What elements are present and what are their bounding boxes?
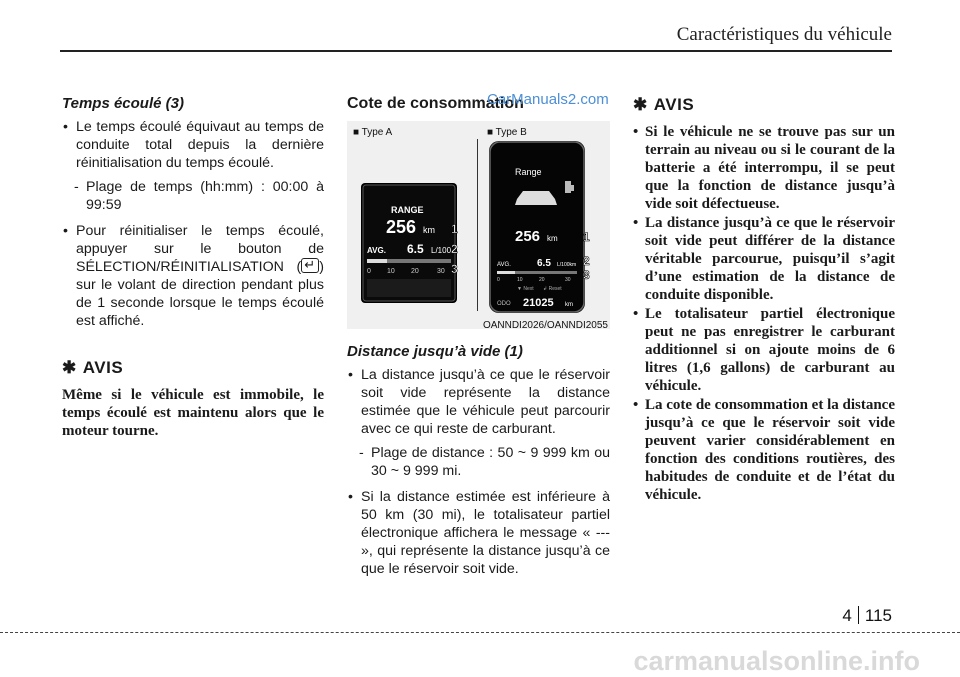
avis-bullet-2: • La distance jusqu’à ce que le réservoir soit vide peut différer de la distance véritable parcourue, puisqu’il s’agit d’une estimation de la distance de conduite disponible. bbox=[633, 214, 895, 304]
b-avg-unit: L/100km bbox=[557, 262, 577, 268]
chapter-number: 4 bbox=[842, 606, 852, 625]
a-tick-0: 0 bbox=[367, 268, 371, 275]
bullet-dte-definition: • La distance jusqu’à ce que le réservoir soit vide représente la distance estimée que le véhicule peut parcourir avec ce qui reste de carburant. bbox=[347, 366, 610, 438]
b-avg-label: AVG. bbox=[497, 262, 511, 268]
type-a-callouts bbox=[445, 221, 465, 281]
a-avg-label: AVG. bbox=[367, 246, 386, 255]
callout-1-b: 1 bbox=[583, 230, 590, 244]
page-number bbox=[842, 606, 892, 626]
bullet-dte-low: • Si la distance estimée est inférieure à 50 km (30 mi), le totalisateur partiel électronique affichera le message « --- », qui représente la distance jusqu’à ce que le réservoir soit vide. bbox=[347, 488, 610, 578]
column-middle bbox=[347, 91, 610, 584]
a-bar-fill bbox=[367, 259, 387, 263]
callout-2-a: 2 bbox=[451, 242, 458, 256]
a-avg-unit: L/100 bbox=[431, 246, 452, 255]
column-right bbox=[633, 95, 895, 505]
type-b-callouts bbox=[579, 229, 599, 289]
b-range-unit: km bbox=[547, 234, 558, 243]
type-b-display bbox=[489, 141, 585, 313]
watermark-text: CarManuals2.com bbox=[487, 91, 609, 108]
bullet-elapsed-definition: • Le temps écoulé équivaut au temps de conduite total depuis la dernière réinitialisation du temps écoulé. bbox=[62, 118, 324, 172]
enter-button-icon bbox=[301, 258, 319, 273]
a-lower-strip bbox=[367, 279, 451, 297]
running-header: Caractéristiques du véhicule bbox=[676, 24, 892, 45]
type-a-label: ■ Type A bbox=[353, 127, 393, 138]
type-b-screen bbox=[489, 141, 585, 313]
footer-watermark: carmanualsonline.info bbox=[633, 646, 920, 676]
type-a-display bbox=[361, 183, 457, 303]
callout-1-a: 1 bbox=[451, 222, 458, 236]
star-icon: ✱ bbox=[633, 95, 648, 114]
a-tick-20: 20 bbox=[411, 268, 419, 275]
avis-heading-left bbox=[62, 358, 324, 378]
a-tick-10: 10 bbox=[387, 268, 395, 275]
b-reset-hint: ↲ Reset bbox=[543, 286, 562, 292]
avis-title: AVIS bbox=[653, 95, 695, 114]
b-odo-unit: km bbox=[565, 302, 573, 308]
header-rule bbox=[60, 50, 892, 52]
section-heading-text: Cote de consommation bbox=[347, 95, 524, 112]
callout-3-b: 3 bbox=[583, 268, 590, 282]
a-range-value: 256 bbox=[386, 217, 417, 237]
b-range-value: 256 bbox=[515, 228, 541, 245]
avis-title: AVIS bbox=[82, 358, 124, 377]
cluster-figure bbox=[347, 121, 610, 329]
a-tick-30: 30 bbox=[437, 268, 445, 275]
b-avg-value: 6.5 bbox=[537, 258, 551, 269]
subhead-elapsed-time: Temps écoulé (3) bbox=[62, 95, 184, 112]
callout-2-b: 2 bbox=[583, 254, 590, 268]
column-left bbox=[62, 95, 324, 440]
avis-heading-right bbox=[633, 95, 895, 115]
b-odo-value: 21025 bbox=[523, 297, 554, 309]
a-avg-value: 6.5 bbox=[407, 242, 424, 256]
avis-text-left: Même si le véhicule est immobile, le temps écoulé est maintenu alors que le moteur tourne. bbox=[62, 387, 324, 439]
a-range-unit: km bbox=[423, 225, 435, 235]
avis-bullet-1: • Si le véhicule ne se trouve pas sur un terrain au niveau ou si le courant de la batterie a été interrompu, il se peut que la fonction de distance jusqu’à vide soit défectueuse. bbox=[633, 123, 895, 213]
avis-bullet-4: • La cote de consommation et la distance jusqu’à ce que le réservoir soit vide peuvent varier considérablement en fonction des conditions routières, des habitudes de conduite et de l’état du véhicule. bbox=[633, 396, 895, 504]
b-tick-10: 10 bbox=[517, 277, 523, 283]
b-next-hint: ▼ Next bbox=[517, 286, 534, 292]
figure-divider bbox=[477, 139, 478, 311]
b-tick-30: 30 bbox=[565, 277, 571, 283]
b-tick-0: 0 bbox=[497, 277, 500, 283]
dash-time-range: - Plage de temps (hh:mm) : 00:00 à 99:59 bbox=[74, 178, 324, 214]
avis-bullet-3: • Le totalisateur partiel électronique peut ne pas enregistrer le carburant additionnel si on ajoute moins de 6 litres (1,6 gallons) de carburant au véhicule. bbox=[633, 305, 895, 395]
b-bar-fill bbox=[497, 271, 515, 274]
b-tick-20: 20 bbox=[539, 277, 545, 283]
subhead-distance-to-empty: Distance jusqu’à vide (1) bbox=[347, 343, 523, 360]
type-b-label: ■ Type B bbox=[487, 127, 527, 138]
type-a-screen bbox=[361, 183, 457, 303]
page-number-value: 115 bbox=[864, 606, 892, 625]
section-heading-consumption bbox=[347, 91, 610, 113]
star-icon: ✱ bbox=[62, 358, 77, 377]
callout-3-a: 3 bbox=[451, 262, 458, 276]
b-odo-label: ODO bbox=[497, 301, 511, 307]
b-range-label: Range bbox=[515, 167, 542, 177]
reset-text-a: Pour réinitialiser le temps écoulé, appuyer sur le bouton de SÉLECTION/RÉINITIALISATION ( bbox=[76, 223, 324, 275]
dash-distance-range: - Plage de distance : 50 ~ 9 999 km ou 30 ~ 9 999 mi. bbox=[359, 444, 610, 480]
footer-rule bbox=[0, 632, 960, 633]
figure-caption: OANNDI2026/OANNDI2055 bbox=[482, 320, 608, 331]
page-number-separator bbox=[858, 606, 859, 624]
a-range-label: RANGE bbox=[391, 205, 424, 215]
bullet-reset-instruction bbox=[62, 222, 324, 330]
reset-text-b: ) sur le volant de direction pendant plus de 1 seconde lorsque le temps écoulé est affiché. bbox=[76, 259, 324, 329]
